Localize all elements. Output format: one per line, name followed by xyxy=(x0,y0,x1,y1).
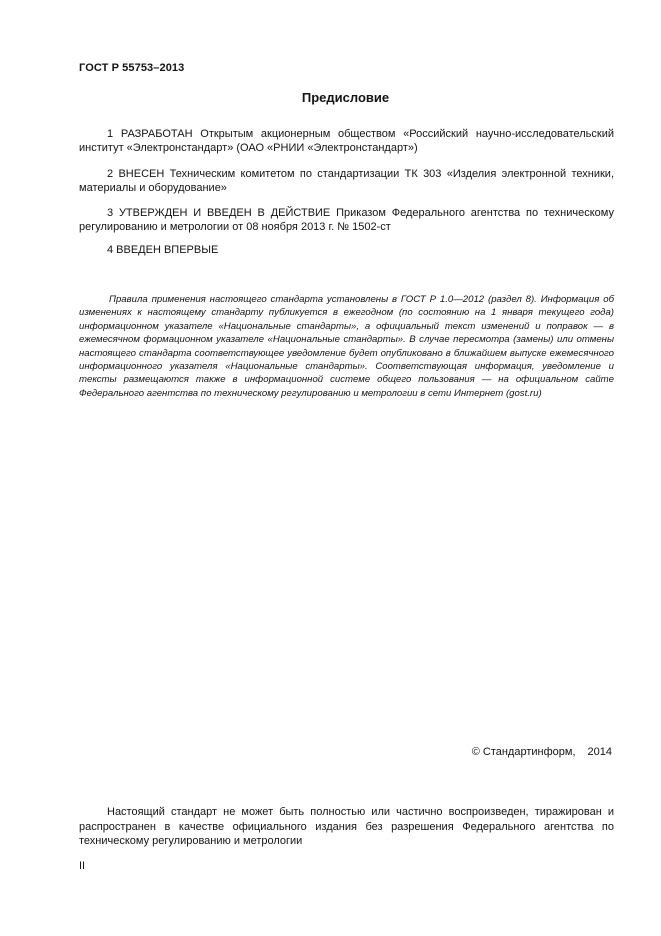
page-number: II xyxy=(79,860,86,872)
clause-introduced xyxy=(79,167,614,195)
application-rules-notice xyxy=(79,293,614,400)
standard-code: ГОСТ Р 55753–2013 xyxy=(79,62,185,74)
clause-developed xyxy=(79,127,614,155)
reproduction-notice xyxy=(79,805,614,849)
clause-text: 1 РАЗРАБОТАН Открытым акционерным обществом «Российский научно-исследовательский институт «Электронстандарт» (ОАО «РНИИ «Электронстандарт») xyxy=(79,128,614,154)
copyright-holder: © Стандартинформ, xyxy=(471,746,576,758)
page-title: Предисловие xyxy=(301,90,390,105)
copyright-line xyxy=(472,746,612,758)
clause-text: 3 УТВЕРЖДЕН И ВВЕДЕН В ДЕЙСТВИЕ Приказом Федерального агентства по техническому регулированию и метрологии от 08 ноября 2013 г. № 1502-ст xyxy=(79,207,614,233)
clause-approved xyxy=(79,206,614,234)
notice-text: Правила применения настоящего стандарта установлены в ГОСТ Р 1.0—2012 (раздел 8). Информация об изменениях к настоящему стандарту публикуется в ежегодном (по состоянию на 1 января текущего года) информационном указателе «Национальные стандарты», а официальный текст изменений и поправок — в ежемесячном формационном указателе «Национальные стандарты». В случае пересмотра (замены) или отмены настоящего стандарта соответствующее уведомление будет опубликовано в ближайшем выпуске ежемесячного информационного указателя «Национальные стандарты». Соответствующая информация, уведомление и тексты размещаются также в информационной системе общего пользования — на официальном сайте Федерального агентства по техническому регулированию и метрологии в сети Интернет (gost.ru) xyxy=(79,294,614,399)
copyright-year: 2014 xyxy=(587,746,612,758)
clause-first-introduced xyxy=(79,243,614,257)
clause-text: 2 ВНЕСЕН Техническим комитетом по стандартизации ТК 303 «Изделия электронной техники, материалы и оборудование» xyxy=(79,168,614,194)
legal-text: Настоящий стандарт не может быть полностью или частично воспроизведен, тиражирован и распространен в качестве официального издания без разрешения Федерального агентства по техническому регулированию и метрологии xyxy=(79,806,614,847)
clause-text: 4 ВВЕДЕН ВПЕРВЫЕ xyxy=(107,244,219,256)
